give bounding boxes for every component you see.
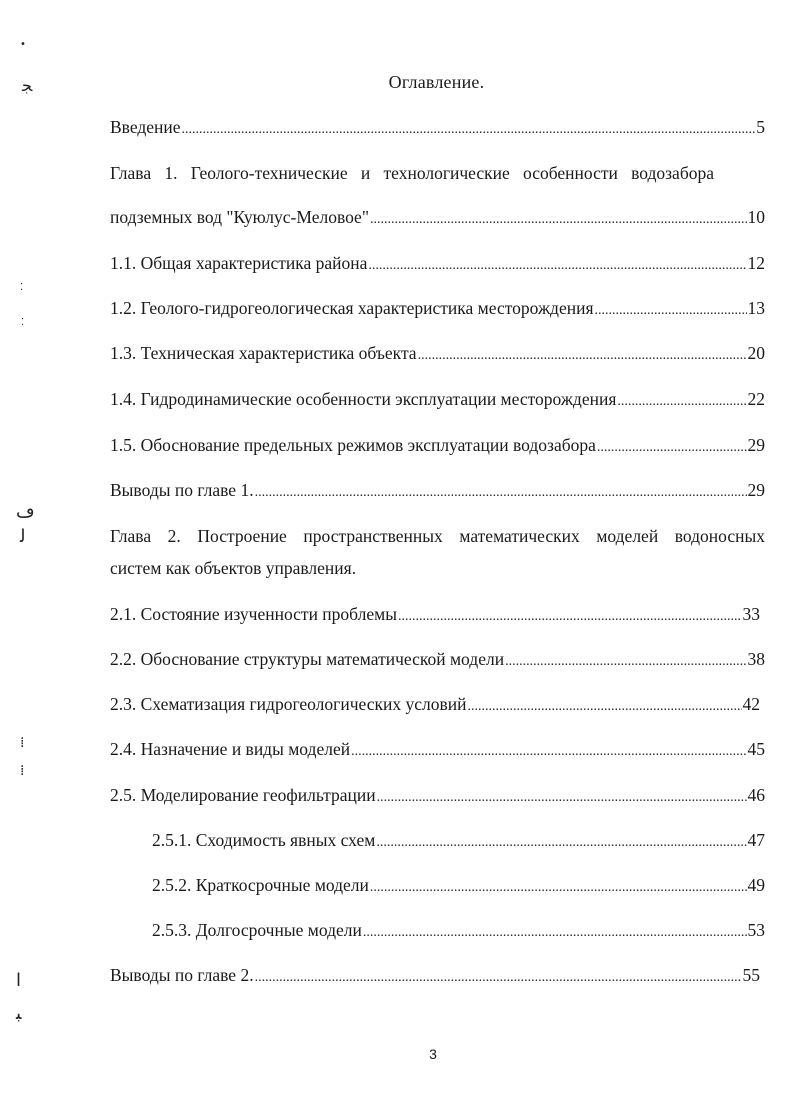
toc-entry-2-5-2[interactable] — [152, 875, 765, 899]
toc-page-number: 53 — [747, 920, 765, 940]
toc-entry-chapter1[interactable] — [110, 207, 765, 231]
leader-dots — [376, 835, 746, 851]
leader-dots — [597, 440, 747, 456]
scan-artifact: ڡ — [16, 501, 35, 522]
toc-label: 2.5. Моделирование геофильтрации — [110, 785, 376, 805]
toc-page-number: 46 — [747, 785, 765, 805]
page-number: 3 — [429, 1046, 437, 1062]
toc-entry-1-5[interactable] — [110, 435, 765, 459]
toc-entry-1-2[interactable] — [110, 298, 765, 322]
toc-page-number: 29 — [747, 480, 765, 500]
toc-chapter2-heading-cont[interactable]: систем как объектов управления. — [110, 558, 357, 578]
leader-dots — [351, 744, 746, 760]
leader-dots — [418, 348, 747, 364]
toc-page-number: 33 — [742, 604, 760, 624]
toc-label: 1.2. Геолого-гидрогеологическая характеристика месторождения — [110, 298, 594, 318]
toc-page-number: 5 — [756, 117, 765, 137]
leader-dots — [255, 485, 747, 501]
toc-page-number: 22 — [747, 389, 765, 409]
scan-artifact: ⁚ — [20, 282, 24, 293]
toc-label: 1.1. Общая характеристика района — [110, 253, 368, 273]
toc-entry-2-3[interactable] — [110, 694, 760, 718]
toc-entry-1-3[interactable] — [110, 343, 765, 367]
toc-label: 2.4. Назначение и виды моделей — [110, 739, 351, 759]
leader-dots — [505, 654, 746, 670]
leader-dots — [398, 609, 742, 625]
scan-artifact: ⁚ — [21, 317, 25, 328]
toc-page-number: 10 — [747, 207, 765, 227]
leader-dots — [595, 303, 747, 319]
leader-dots — [467, 699, 741, 715]
toc-label: подземных вод "Куюлус-Меловое" — [110, 207, 369, 227]
toc-label: 2.1. Состояние изученности проблемы — [110, 604, 397, 624]
toc-label: Выводы по главе 2. — [110, 965, 254, 985]
toc-page-number: 13 — [747, 298, 765, 318]
toc-label: 2.5.3. Долгосрочные модели — [152, 920, 362, 940]
scan-artifact: ﻟ — [20, 526, 26, 547]
leader-dots — [370, 880, 747, 896]
leader-dots — [255, 970, 742, 986]
toc-entry-2-1[interactable] — [110, 604, 760, 628]
toc-entry-2-5[interactable] — [110, 785, 765, 809]
toc-chapter1-heading[interactable]: Глава 1. Геолого-технические и технологические особенности водозабора — [110, 163, 714, 183]
toc-label: 2.2. Обоснование структуры математической модели — [110, 649, 505, 669]
scan-artifact: • — [20, 39, 26, 50]
toc-label: Выводы по главе 1. — [110, 480, 254, 500]
scan-artifact: ⁞ — [20, 763, 25, 779]
toc-page-number: 45 — [747, 739, 765, 759]
leader-dots — [363, 925, 747, 941]
toc-entry-1-1[interactable] — [110, 253, 765, 277]
toc-entry-2-2[interactable] — [110, 649, 765, 673]
toc-page-number: 29 — [747, 435, 765, 455]
toc-entry-1-4[interactable] — [110, 389, 765, 413]
toc-entry-2-5-1[interactable] — [152, 830, 765, 854]
leader-dots — [182, 122, 756, 138]
toc-label: 2.3. Схематизация гидрогеологических условий — [110, 694, 467, 714]
scan-artifact: ﺠ — [22, 76, 33, 95]
toc-page-number: 55 — [742, 965, 760, 985]
page-title: Оглавление. — [388, 72, 485, 92]
leader-dots — [377, 790, 747, 806]
leader-dots — [370, 212, 747, 228]
toc-entry-intro[interactable] — [110, 117, 765, 141]
scan-artifact: ⁞ — [20, 735, 25, 751]
toc-entry-conclusions-1[interactable] — [110, 480, 765, 504]
toc-page-number: 12 — [747, 253, 765, 273]
toc-entry-conclusions-2[interactable] — [110, 965, 760, 989]
toc-label: 1.5. Обоснование предельных режимов эксплуатации водозабора — [110, 435, 596, 455]
toc-label: 2.5.1. Сходимость явных схем — [152, 830, 376, 850]
toc-label: 1.4. Гидродинамические особенности эксплуатации месторождения — [110, 389, 617, 409]
scan-artifact: ﺍ — [16, 970, 22, 991]
leader-dots — [368, 258, 746, 274]
toc-page-number: 38 — [747, 649, 765, 669]
scan-artifact: ﺒ — [16, 1003, 22, 1024]
toc-label: 2.5.2. Краткосрочные модели — [152, 875, 369, 895]
toc-label: 1.3. Техническая характеристика объекта — [110, 343, 417, 363]
leader-dots — [617, 394, 746, 410]
toc-page-number: 49 — [747, 875, 765, 895]
toc-label: Введение — [110, 117, 181, 137]
toc-entry-2-4[interactable] — [110, 739, 765, 763]
toc-page-number: 47 — [747, 830, 765, 850]
toc-chapter2-heading[interactable]: Глава 2. Построение пространственных математических моделей водоносных — [110, 526, 765, 546]
toc-page-number: 42 — [742, 694, 760, 714]
toc-entry-2-5-3[interactable] — [152, 920, 765, 944]
toc-page-number: 20 — [747, 343, 765, 363]
